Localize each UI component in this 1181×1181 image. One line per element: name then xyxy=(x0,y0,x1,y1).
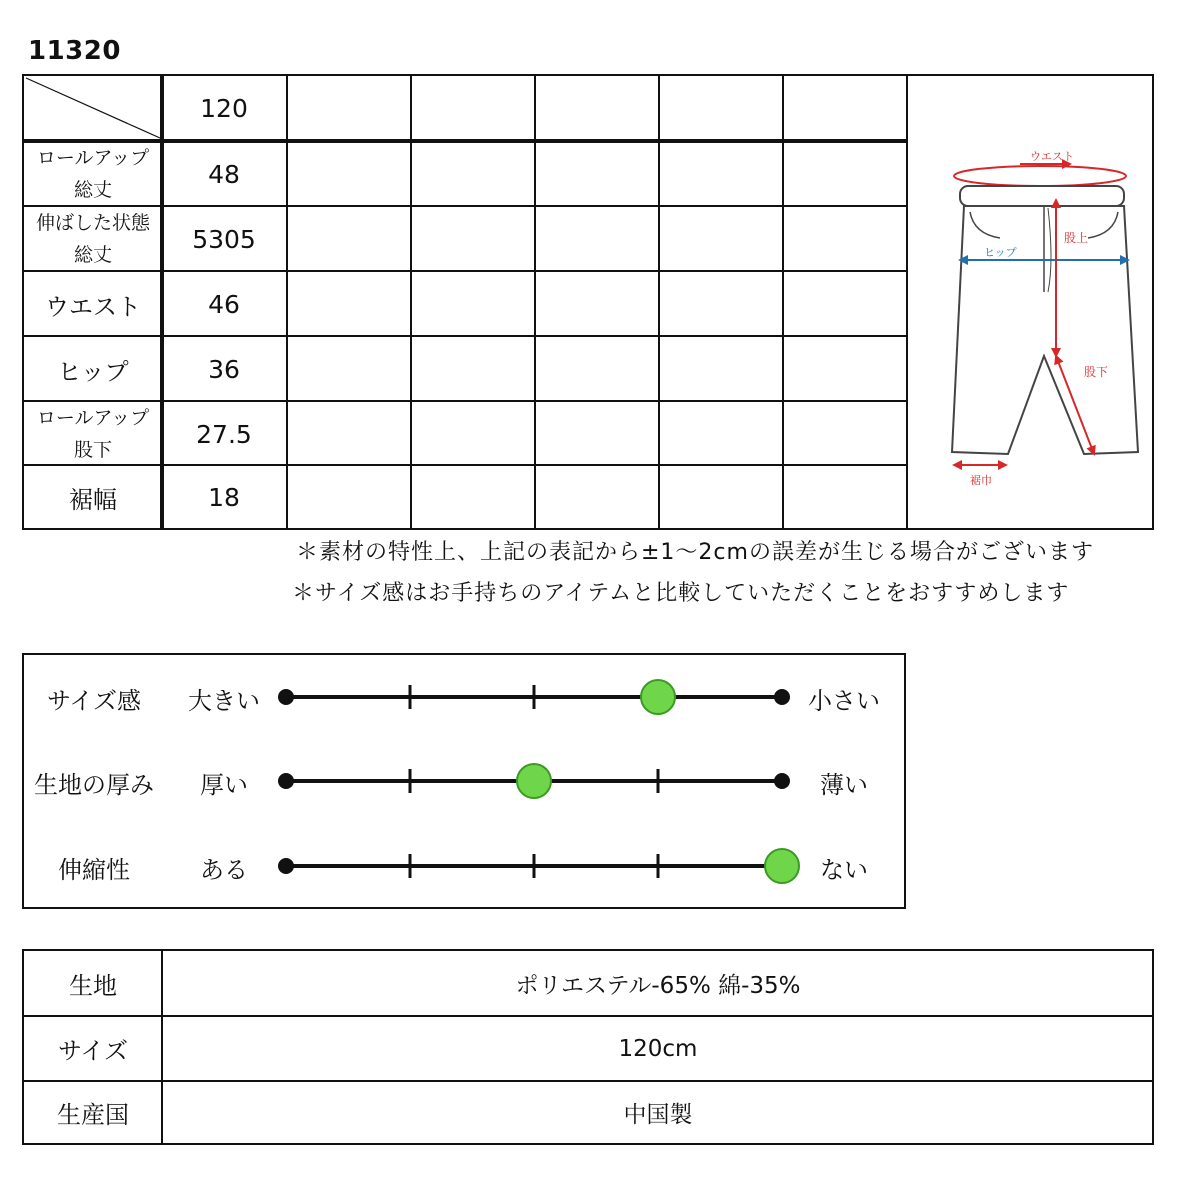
label-inseam: 股下 xyxy=(1084,365,1109,379)
label-column-divider xyxy=(160,76,164,528)
value-rollup-inseam: 27.5 xyxy=(196,419,252,449)
column-divider xyxy=(782,76,784,528)
feel-left-thickness: 厚い xyxy=(200,771,248,799)
material-label-fabric: 生地 xyxy=(69,971,117,1000)
scale-marker xyxy=(765,849,799,883)
row-divider xyxy=(24,270,906,272)
feel-label-thickness: 生地の厚み xyxy=(34,771,154,799)
feel-scale-size xyxy=(278,680,790,714)
column-divider xyxy=(410,76,412,528)
feel-label-size: サイズ感 xyxy=(46,687,142,715)
material-label-size: サイズ xyxy=(57,1037,129,1065)
material-column-divider xyxy=(161,951,163,1143)
header-diagonal xyxy=(24,76,162,140)
feel-scale-box xyxy=(22,653,906,909)
row-label-hip: ヒップ xyxy=(57,357,129,386)
feel-left-stretch: ある xyxy=(200,856,248,884)
value-hem-width: 18 xyxy=(208,482,240,512)
scale-end-dot xyxy=(774,689,790,705)
feel-right-stretch: ない xyxy=(820,856,868,884)
material-row-divider xyxy=(24,1015,1152,1017)
label-hem: 裾巾 xyxy=(970,474,992,487)
row-divider xyxy=(24,400,906,402)
row-label-waist: ウエスト xyxy=(45,292,141,321)
column-divider xyxy=(658,76,660,528)
feel-right-size: 小さい xyxy=(808,687,880,715)
waistband-outline xyxy=(960,186,1124,206)
row-label-line: 総丈 xyxy=(73,244,112,266)
material-value-size: 120cm xyxy=(618,1035,698,1062)
label-hip: ヒップ xyxy=(984,246,1017,259)
feel-right-thickness: 薄い xyxy=(820,771,868,799)
label-rise: 股上 xyxy=(1064,231,1089,245)
scale-end-dot xyxy=(774,773,790,789)
column-divider xyxy=(534,76,536,528)
scale-marker xyxy=(517,764,551,798)
header-size-120: 120 xyxy=(200,93,248,123)
material-table xyxy=(22,949,1154,1145)
row-label-extended-length xyxy=(24,207,162,271)
feel-scales xyxy=(24,655,904,907)
label-waist: ウエスト xyxy=(1030,150,1074,163)
row-divider xyxy=(24,464,906,466)
material-value-fabric: ポリエステル-65% 綿-35% xyxy=(515,972,801,999)
pants-diagram xyxy=(908,142,1152,528)
value-waist: 46 xyxy=(208,289,240,319)
row-divider xyxy=(24,335,906,337)
scale-marker xyxy=(641,680,675,714)
feel-left-size: 大きい xyxy=(188,687,260,715)
material-label-origin: 生産国 xyxy=(57,1101,129,1129)
row-label-rollup-inseam xyxy=(24,402,162,466)
note-compare: ＊サイズ感はお手持ちのアイテムと比較していただくことをおすすめします xyxy=(292,581,1070,606)
row-label-hem-width: 裾幅 xyxy=(69,485,117,514)
size-table xyxy=(22,74,1154,530)
row-label-line: 伸ばした状態 xyxy=(35,212,150,234)
column-divider xyxy=(286,76,288,528)
material-value-origin: 中国製 xyxy=(623,1102,693,1128)
value-rollup-length: 48 xyxy=(208,159,240,189)
feel-scale-thickness xyxy=(278,764,790,798)
product-id: 11320 xyxy=(28,36,121,66)
scale-end-dot xyxy=(278,773,294,789)
scale-end-dot xyxy=(278,689,294,705)
row-divider xyxy=(24,205,906,207)
header-divider xyxy=(24,139,906,143)
scale-end-dot xyxy=(278,858,294,874)
value-extended-length: 5305 xyxy=(192,224,256,254)
feel-label-stretch: 伸縮性 xyxy=(58,856,130,884)
feel-scale-stretch xyxy=(278,849,799,883)
row-label-line: ロールアップ xyxy=(36,407,150,429)
row-label-rollup-length xyxy=(24,142,162,206)
row-label-line: ロールアップ xyxy=(36,147,150,169)
pants-outline xyxy=(952,206,1138,454)
material-row-divider xyxy=(24,1080,1152,1082)
waist-measure-ring xyxy=(954,166,1126,186)
value-hip: 36 xyxy=(208,354,240,384)
row-label-line: 総丈 xyxy=(73,179,112,201)
note-tolerance: ＊素材の特性上、上記の表記から±1〜2cmの誤差が生じる場合がございます xyxy=(296,540,1094,565)
row-label-line: 股下 xyxy=(73,439,112,461)
